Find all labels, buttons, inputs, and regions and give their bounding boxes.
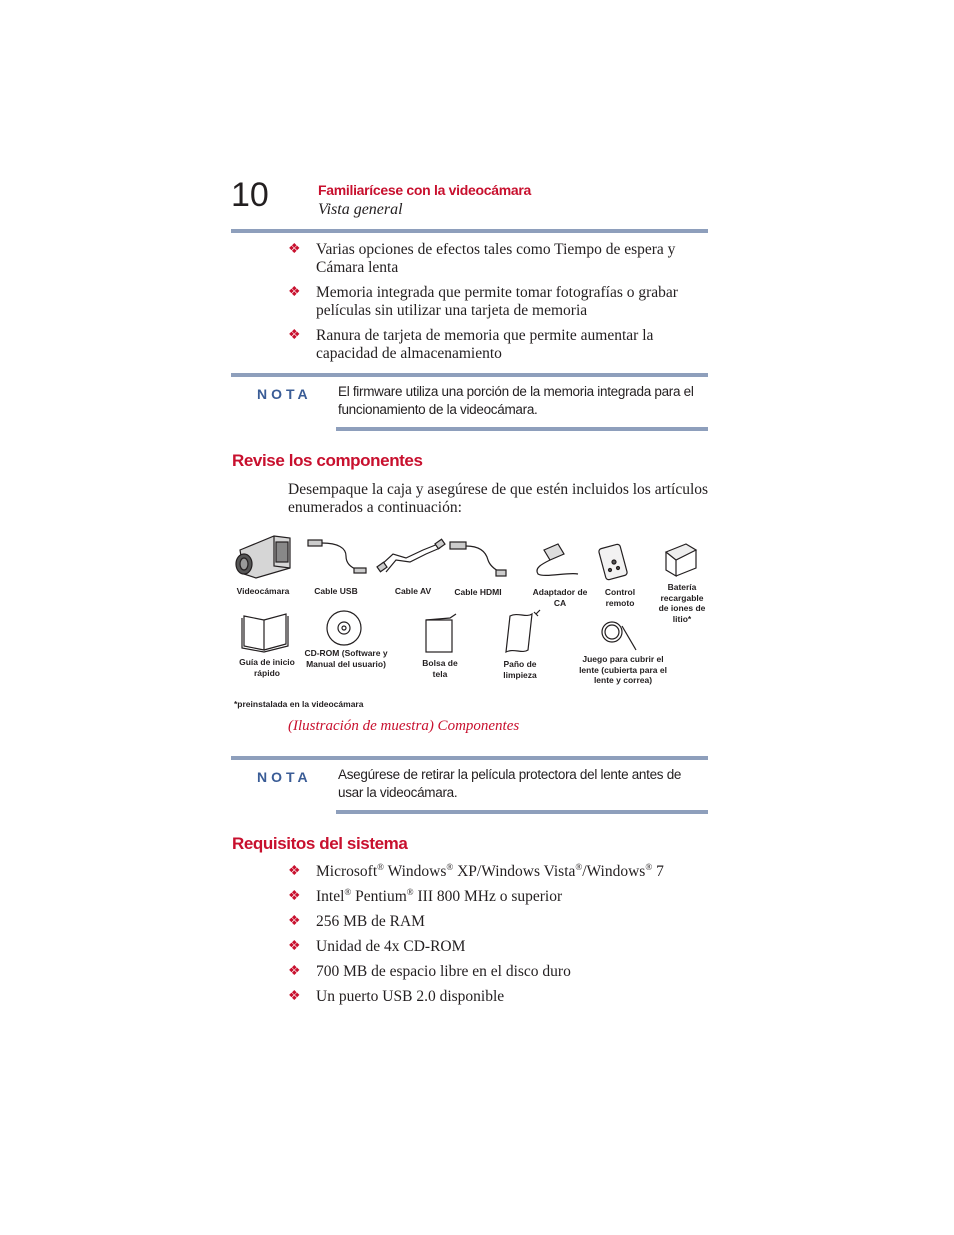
header-rule [231, 229, 708, 233]
lens-cap-icon [602, 622, 636, 650]
list-item: ❖ Intel® Pentium® III 800 MHz o superior [288, 886, 563, 905]
caption-videocamara: Videocámara [236, 586, 290, 596]
list-item: ❖ 700 MB de espacio libre en el disco duro [288, 963, 571, 980]
list-item: ❖ Microsoft® Windows® XP/Windows Vista®/Windows® 7 [288, 861, 664, 880]
list-item: ❖ 256 MB de RAM [288, 913, 425, 930]
caption-cable-av: Cable AV [394, 586, 432, 596]
list-item: ❖ Un puerto USB 2.0 disponible [288, 988, 505, 1005]
list-item: ❖ Ranura de tarjeta de memoria que permite aumentar la capacidad de almacenamiento [288, 327, 654, 362]
chapter-title: Familiarícese con la videocámara [318, 182, 531, 198]
caption-pano: Paño de limpieza [503, 659, 537, 680]
caption-bateria: Batería recargable de iones de litio* [658, 582, 706, 624]
components-illustration [228, 528, 708, 718]
bullet-icon: ❖ [288, 939, 301, 954]
section-title: Vista general [318, 201, 403, 218]
note-bottom-rule [336, 427, 708, 431]
caption-bolsa: Bolsa de tela [422, 658, 458, 679]
note-label: NOTA [257, 386, 312, 402]
bullet-icon: ❖ [288, 864, 301, 879]
ac-adapter-icon [537, 544, 578, 575]
note-top-rule [231, 373, 708, 377]
usb-cable-icon [308, 540, 366, 573]
cd-rom-icon [327, 611, 361, 645]
list-item: ❖ Memoria integrada que permite tomar fotografías o grabar películas sin utilizar una tarjeta de memoria [288, 284, 678, 319]
bullet-icon: ❖ [288, 242, 301, 257]
caption-adaptador: Adaptador de CA [532, 587, 588, 608]
av-cable-icon [377, 539, 445, 572]
caption-guia: Guía de inicio rápido [239, 657, 295, 678]
requirements-heading: Requisitos del sistema [232, 834, 408, 853]
camcorder-icon [236, 536, 290, 578]
caption-juego-lente: Juego para cubrir el lente (cubierta para el lente y correa) [579, 654, 667, 685]
requirements-list [288, 863, 708, 1006]
caption-cable-usb: Cable USB [314, 586, 358, 596]
bullet-icon: ❖ [288, 964, 301, 979]
bullet-icon: ❖ [288, 914, 301, 929]
caption-cable-hdmi: Cable HDMI [454, 587, 502, 597]
figure-caption: (Ilustración de muestra) Componentes [288, 718, 520, 734]
note-text: Asegúrese de retirar la película protectora del lente antes de usar la videocámara. [338, 767, 682, 800]
battery-icon [666, 544, 696, 576]
caption-control-remoto: Control remoto [604, 587, 636, 608]
hdmi-cable-icon [450, 542, 506, 576]
footnote: *preinstalada en la videocámara [234, 699, 364, 709]
note-top-rule [231, 756, 708, 760]
page-number: 10 [231, 176, 269, 214]
feature-list [288, 241, 708, 363]
note-text: El firmware utiliza una porción de la memoria integrada para el funcionamiento de la videocámara. [338, 384, 694, 417]
note-label: NOTA [257, 769, 312, 785]
remote-control-icon [598, 544, 628, 581]
components-intro: Desempaque la caja y asegúrese de que estén incluidos los artículos enumerados a continuación: [288, 481, 709, 516]
list-item: ❖ Unidad de 4x CD-ROM [288, 938, 466, 955]
bullet-icon: ❖ [288, 989, 301, 1004]
caption-cd-rom: CD-ROM (Software y Manual del usuario) [304, 648, 388, 669]
components-heading: Revise los componentes [232, 451, 423, 470]
cloth-bag-icon [426, 614, 456, 652]
bullet-icon: ❖ [288, 285, 301, 300]
bullet-icon: ❖ [288, 328, 301, 343]
bullet-icon: ❖ [288, 889, 301, 904]
note-bottom-rule [336, 810, 708, 814]
quick-start-guide-icon [242, 614, 288, 652]
list-item: ❖ Varias opciones de efectos tales como Tiempo de espera y Cámara lenta [288, 241, 676, 276]
